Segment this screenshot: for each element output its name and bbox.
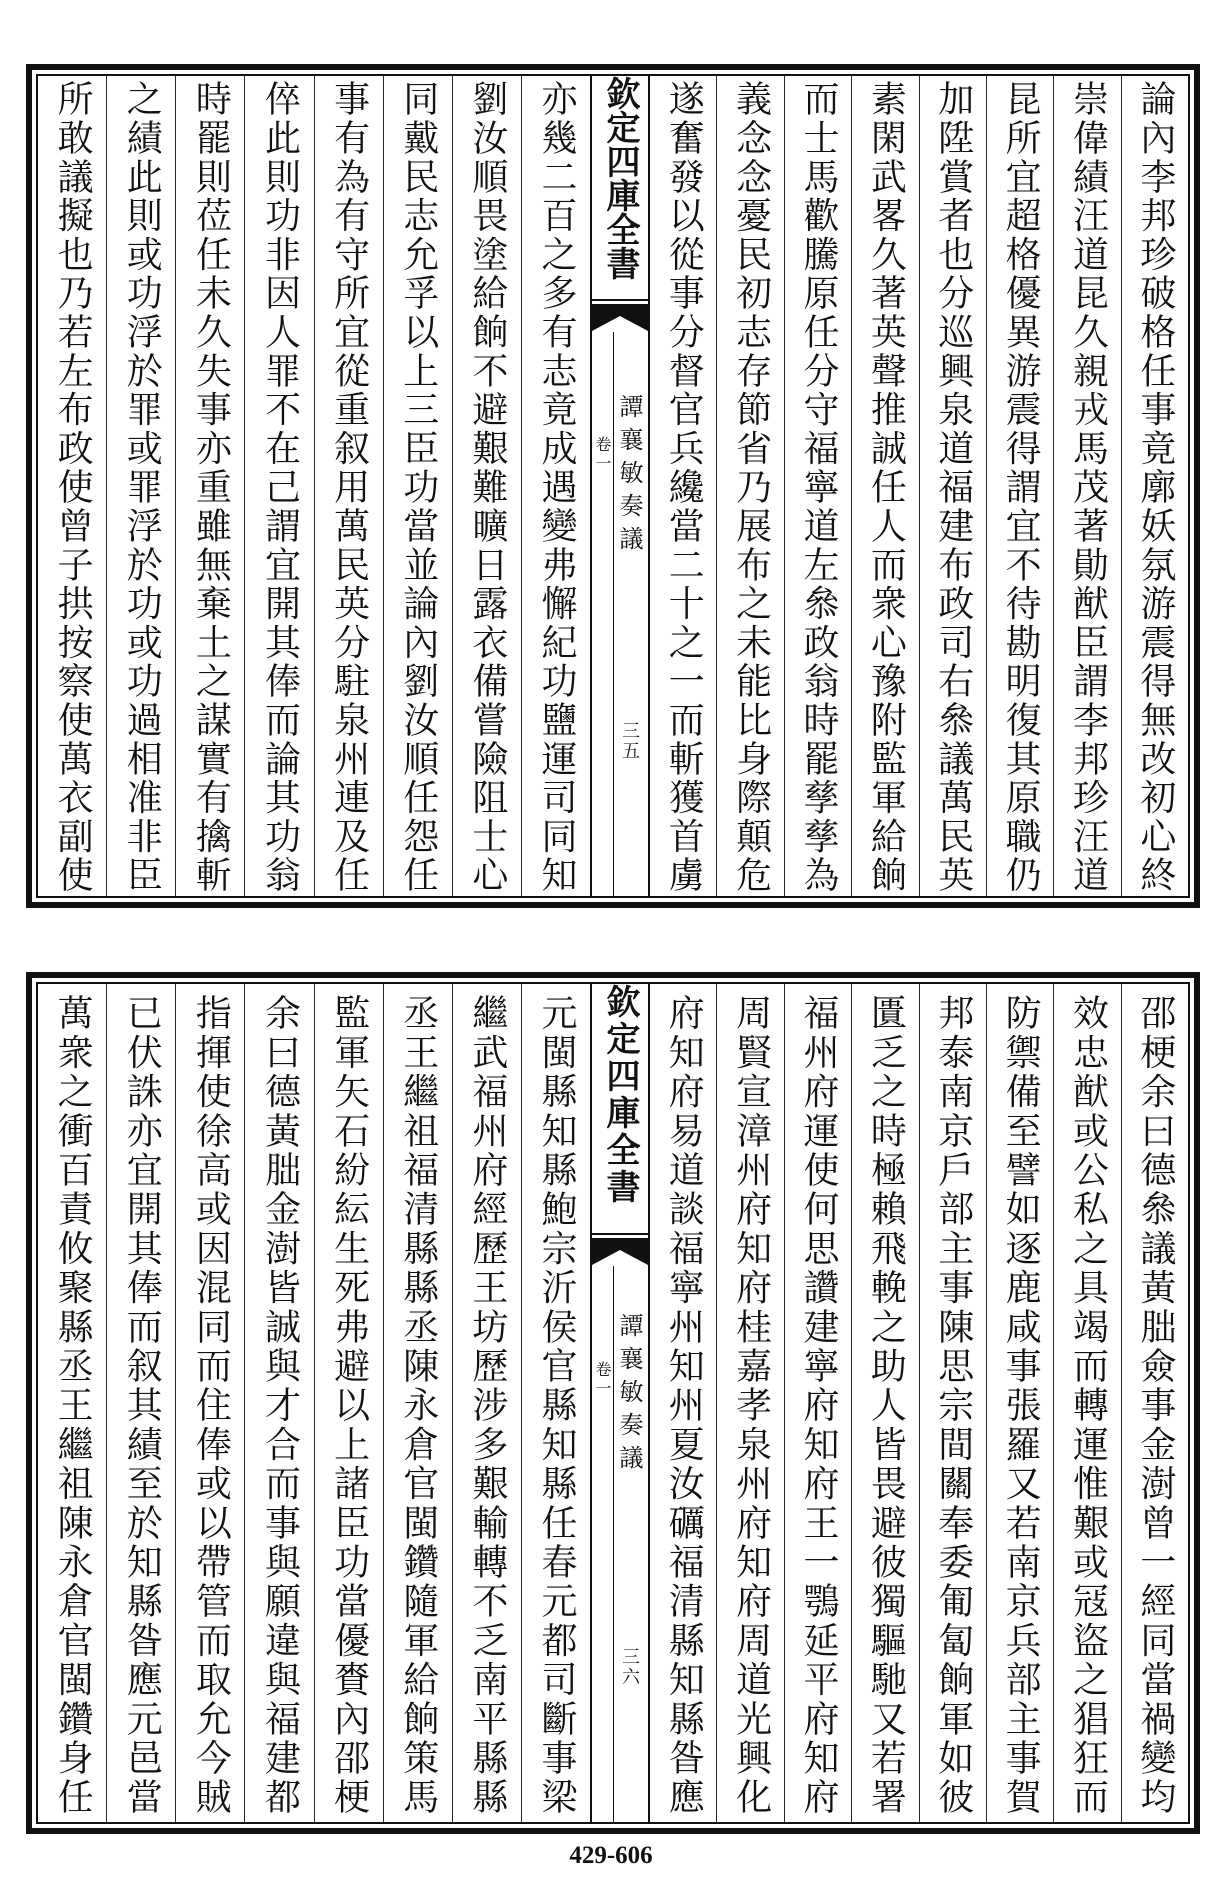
column-text: 周賢宣漳州府知府桂嘉孝泉州府知府周道光興化 bbox=[730, 994, 772, 1818]
text-column bbox=[650, 984, 716, 1822]
column-text: 同戴民志允孚以上三臣功當並論內劉汝順任怨任 bbox=[397, 80, 439, 895]
column-text: 論內李邦珍破格任事竟廓妖氛游震得無改初心終 bbox=[1134, 80, 1176, 895]
text-column bbox=[38, 76, 106, 896]
right-half-page bbox=[650, 984, 1188, 1822]
text-column bbox=[383, 76, 452, 896]
text-column bbox=[851, 984, 918, 1822]
column-text: 元閩縣知縣鮑宗沂侯官縣知縣任春元都司斷事梁 bbox=[535, 994, 577, 1818]
text-column bbox=[784, 984, 851, 1822]
text-column bbox=[106, 984, 175, 1822]
column-text: 素閑武畧久著英聲推誠任人而衆心豫附監軍給餉 bbox=[865, 80, 907, 895]
text-column bbox=[716, 984, 783, 1822]
leaf-inner-border bbox=[36, 74, 1190, 898]
column-text: 而士馬歡騰原任分守福寧道左叅政翁時罷孳孳為 bbox=[797, 80, 839, 895]
column-text: 所敢議擬也乃若左布政使曾子拱按察使萬衣副使 bbox=[52, 80, 94, 895]
book-title: 譚襄敏奏議 bbox=[615, 1313, 643, 1478]
column-text: 加陞賞者也分巡興泉道福建布政司右叅議萬民英 bbox=[932, 80, 974, 895]
volume-page-number: 429-606 bbox=[569, 1842, 653, 1869]
column-text: 丞王繼祖福清縣縣丞陳永倉官閩鑽隨軍給餉策馬 bbox=[397, 994, 439, 1818]
center-fold-column bbox=[590, 984, 650, 1822]
series-title: 欽定四庫全書 bbox=[600, 984, 640, 1206]
leaf-number: 三五 bbox=[619, 721, 640, 761]
text-column bbox=[919, 76, 986, 896]
text-column bbox=[521, 984, 590, 1822]
column-text: 監軍矢石紛紜生死弗避以上諸臣功當優賚內邵梗 bbox=[328, 994, 370, 1818]
fish-tail-shape bbox=[592, 304, 648, 331]
text-column bbox=[106, 76, 175, 896]
text-column bbox=[38, 984, 106, 1822]
column-text: 效忠猷或公私之具竭而轉運惟艱或冦盜之猖狂而 bbox=[1067, 994, 1109, 1818]
column-text: 指揮使徐高或因混同而住俸或以帶管而取允今賊 bbox=[190, 994, 232, 1818]
column-text: 亦幾二百之多有志竟成遇變弗懈紀功鹽運司同知 bbox=[535, 80, 577, 895]
column-text: 已伏誅亦宜開其俸而叙其績至於知縣昝應元邑當 bbox=[121, 994, 163, 1818]
leaf-number: 三六 bbox=[619, 1647, 640, 1687]
fish-tail-shape bbox=[592, 1238, 648, 1265]
text-column bbox=[175, 76, 244, 896]
text-column bbox=[986, 76, 1053, 896]
column-text: 昆所宜超格優異游震得謂宜不待勘明復其原職仍 bbox=[1000, 80, 1042, 895]
column-text: 倅此則功非因人罪不在己謂宜開其俸而論其功翁 bbox=[259, 80, 301, 895]
text-column bbox=[784, 76, 851, 896]
center-divider-line bbox=[613, 1266, 614, 1822]
center-divider-line bbox=[613, 332, 614, 896]
text-column bbox=[1053, 984, 1120, 1822]
column-text: 福州府運使何思讚建寧府知府王一鶚延平府知府 bbox=[797, 994, 839, 1818]
juan-label: 卷一 bbox=[593, 1361, 612, 1399]
column-text: 防禦備至譬如逐鹿咸事張羅又若南京兵部主事賀 bbox=[1000, 994, 1042, 1818]
right-half-page bbox=[650, 76, 1188, 896]
juan-label: 卷一 bbox=[593, 436, 612, 474]
text-column bbox=[175, 984, 244, 1822]
text-column bbox=[452, 76, 521, 896]
column-text: 萬衆之衝百責攸聚縣丞王繼祖陳永倉官閩鑽身任 bbox=[52, 994, 94, 1818]
series-title: 欽定四庫全書 bbox=[600, 76, 640, 280]
text-column bbox=[314, 76, 383, 896]
text-column bbox=[314, 984, 383, 1822]
leaf-frame-bottom bbox=[26, 972, 1200, 1834]
center-fold-column bbox=[590, 76, 650, 896]
fish-tail-rule bbox=[592, 299, 648, 301]
left-half-page bbox=[38, 76, 590, 896]
text-column bbox=[1121, 76, 1188, 896]
column-text: 之績此則或功浮於罪或罪浮於功或功過相准非臣 bbox=[121, 80, 163, 895]
column-text: 府知府易道談福寧州知州夏汝礪福清縣知縣昝應 bbox=[663, 994, 705, 1818]
text-column bbox=[383, 984, 452, 1822]
column-text: 邵梗余曰德叅議黃朏僉事金澍曾一經同當禍變均 bbox=[1134, 994, 1176, 1818]
leaf-inner-border bbox=[36, 982, 1190, 1824]
book-title: 譚襄敏奏議 bbox=[615, 394, 643, 559]
column-text: 義念念憂民初志存節省乃展布之未能比身際顛危 bbox=[730, 80, 772, 895]
leaf-frame-top bbox=[26, 64, 1200, 908]
fish-tail-rule bbox=[592, 1233, 648, 1235]
left-half-page bbox=[38, 984, 590, 1822]
text-column bbox=[244, 984, 313, 1822]
column-text: 繼武福州府經歷王坊歷涉多艱輸轉不乏南平縣縣 bbox=[466, 994, 508, 1818]
column-text: 時罷則莅任未久失事亦重雖無棄土之謀實有擒斬 bbox=[190, 80, 232, 895]
fish-tail-ornament bbox=[592, 298, 648, 332]
fish-tail-ornament bbox=[592, 1232, 648, 1266]
column-text: 邦泰南京戶部主事陳思宗間關奉委匍匐餉軍如彼 bbox=[932, 994, 974, 1818]
text-column bbox=[851, 76, 918, 896]
text-column bbox=[919, 984, 986, 1822]
text-column bbox=[986, 984, 1053, 1822]
text-column bbox=[1121, 984, 1188, 1822]
column-text: 遂奮發以從事分督官兵纔當二十之一而斬獲首虜 bbox=[663, 80, 705, 895]
column-text: 匱乏之時極賴飛輓之助人皆畏避彼獨驅馳又若署 bbox=[865, 994, 907, 1818]
text-column bbox=[716, 76, 783, 896]
text-column bbox=[650, 76, 716, 896]
column-text: 余曰德黃朏金澍皆誠與才合而事與願違與福建都 bbox=[259, 994, 301, 1818]
column-text: 劉汝順畏塗給餉不避艱難曠日露衣備嘗險阻士心 bbox=[466, 80, 508, 895]
text-column bbox=[244, 76, 313, 896]
column-text: 崇偉績汪道昆久親戎馬茂著勛猷臣謂李邦珍汪道 bbox=[1067, 80, 1109, 895]
text-column bbox=[1053, 76, 1120, 896]
text-column bbox=[452, 984, 521, 1822]
column-text: 事有為有守所宜從重叙用萬民英分駐泉州連及任 bbox=[328, 80, 370, 895]
text-column bbox=[521, 76, 590, 896]
